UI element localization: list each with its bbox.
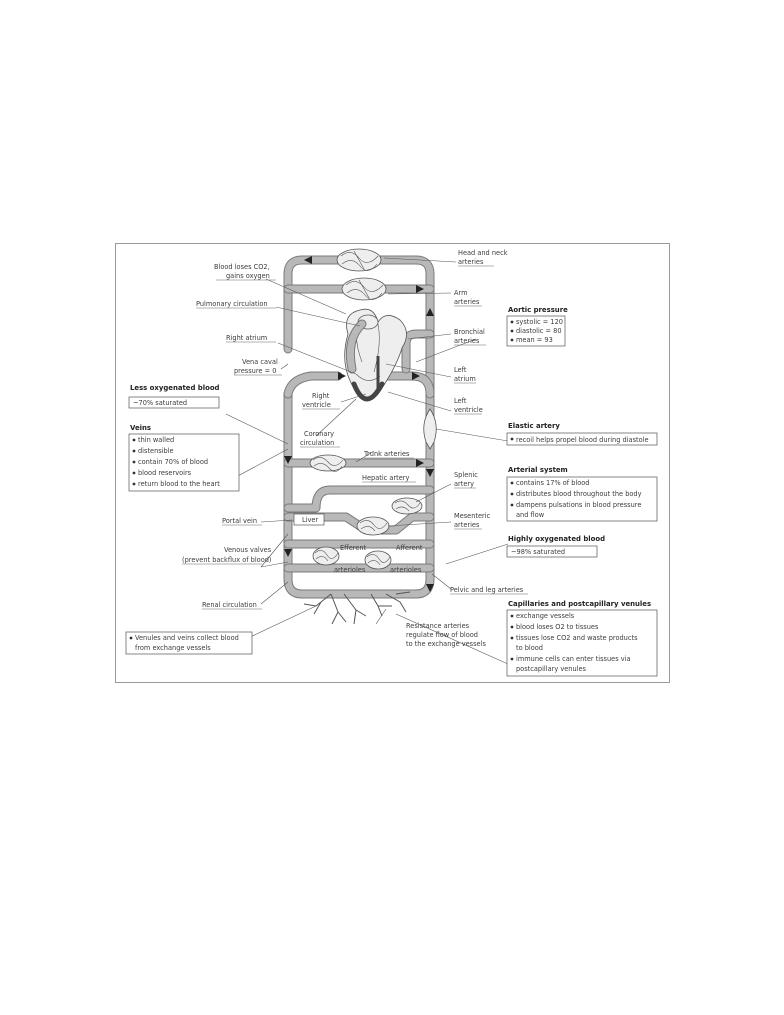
svg-text:distensible: distensible (138, 447, 174, 455)
portal-vein-label: Portal vein (222, 517, 258, 525)
vena-caval-label-2: pressure = 0 (234, 367, 277, 375)
svg-text:Elastic artery: Elastic artery (508, 422, 560, 430)
arterial-system-box (507, 466, 657, 521)
venous-valves-label: Venous valves (224, 546, 272, 554)
venous-valves-label-2: (prevent backflux of blood) (182, 556, 272, 564)
mesenteric-label: Mesenteric (454, 512, 491, 520)
liver-label: Liver (302, 516, 319, 524)
svg-text:return blood to the heart: return blood to the heart (138, 480, 220, 488)
left-atrium-label: Left (454, 366, 467, 374)
svg-text:blood reservoirs: blood reservoirs (138, 469, 192, 477)
left-ventricle-label: Left (454, 397, 467, 405)
resistance-label-3: to the exchange vessels (406, 640, 486, 648)
right-ventricle-label-2: ventricle (302, 401, 331, 409)
splenic-label-2: artery (454, 480, 475, 488)
svg-text:blood loses O2 to tissues: blood loses O2 to tissues (516, 623, 599, 631)
svg-text:~70% saturated: ~70% saturated (133, 399, 188, 407)
capillaries-box (507, 600, 657, 676)
svg-text:diastolic = 80: diastolic = 80 (516, 327, 562, 335)
blood-loses-label-2: gains oxygen (226, 272, 270, 280)
splenic-bed (392, 498, 422, 514)
right-ventricle-label: Right (312, 392, 330, 400)
svg-text:tissues lose CO2 and waste pro: tissues lose CO2 and waste products (516, 634, 638, 642)
svg-text:Highly oxygenated blood: Highly oxygenated blood (508, 535, 606, 543)
right-atrium-label: Right atrium (226, 334, 268, 342)
resistance-label: Resistance arteries (406, 622, 470, 630)
bronchial-label-2: arteries (454, 337, 480, 345)
pulmonary-label: Pulmonary circulation (196, 300, 268, 308)
svg-text:and flow: and flow (516, 511, 545, 519)
svg-text:~98% saturated: ~98% saturated (511, 548, 566, 556)
trunk-bed (310, 455, 346, 472)
svg-text:Venules and veins collect bloo: Venules and veins collect blood (135, 634, 239, 642)
vena-caval-label: Vena caval (242, 358, 278, 366)
renal-label: Renal circulation (202, 601, 257, 609)
veins-box (129, 424, 239, 491)
circulation-diagram (115, 243, 670, 683)
coronary-label: Coronary (304, 430, 335, 438)
head-neck-label: Head and neck (458, 249, 508, 257)
svg-text:mean = 93: mean = 93 (516, 336, 553, 344)
less-oxygenated-box (129, 384, 220, 408)
svg-text:from exchange vessels: from exchange vessels (135, 644, 211, 652)
renal-afferent-bed (365, 551, 391, 569)
svg-text:to blood: to blood (516, 644, 543, 652)
efferent-label: Efferent (340, 544, 367, 552)
hepatic-label: Hepatic artery (362, 474, 410, 482)
arterioles-left-label: arterioles (334, 566, 366, 574)
svg-text:dampens pulsations in blood pr: dampens pulsations in blood pressure (516, 501, 642, 509)
svg-text:postcapillary venules: postcapillary venules (516, 665, 586, 673)
svg-text:Aortic pressure: Aortic pressure (508, 306, 568, 314)
head-neck-label-2: arteries (458, 258, 484, 266)
arterioles-right-label: arterioles (390, 566, 422, 574)
arm-label: Arm (454, 289, 468, 297)
left-atrium-label-2: atrium (454, 375, 476, 383)
mesenteric-label-2: arteries (454, 521, 480, 529)
svg-text:Veins: Veins (130, 424, 151, 432)
svg-text:Capillaries and postcapillary: Capillaries and postcapillary venules (508, 600, 652, 608)
arm-label-2: arteries (454, 298, 480, 306)
renal-efferent-bed (313, 547, 339, 565)
svg-text:Less oxygenated blood: Less oxygenated blood (130, 384, 220, 392)
splenic-label: Splenic (454, 471, 478, 479)
svg-text:immune cells can enter tissues: immune cells can enter tissues via (516, 655, 631, 663)
svg-text:exchange vessels: exchange vessels (516, 612, 575, 620)
svg-text:contains 17% of blood: contains 17% of blood (516, 479, 590, 487)
afferent-label: Afferent (396, 544, 423, 552)
svg-text:recoil helps propel blood duri: recoil helps propel blood during diastole (516, 436, 649, 444)
svg-text:Arterial system: Arterial system (508, 466, 568, 474)
svg-text:distributes blood throughout t: distributes blood throughout the body (516, 490, 642, 498)
venules-box (126, 632, 252, 654)
svg-text:contain 70% of blood: contain 70% of blood (138, 458, 209, 466)
blood-loses-label: Blood loses CO2, (214, 263, 270, 271)
head-bed (337, 249, 381, 271)
trunk-label: Trunk arteries (364, 450, 410, 458)
left-ventricle-label-2: ventricle (454, 406, 483, 414)
heart (345, 309, 407, 399)
elastic-artery-box (507, 422, 657, 445)
highly-oxygenated-box (507, 535, 605, 557)
bronchial-label: Bronchial (454, 328, 485, 336)
mesenteric-bed (357, 517, 389, 535)
pelvic-label: Pelvic and leg arteries (450, 586, 524, 594)
aortic-pressure-box (507, 306, 568, 346)
svg-text:thin walled: thin walled (138, 436, 175, 444)
coronary-label-2: circulation (300, 439, 335, 447)
diagram-canvas (116, 244, 671, 684)
resistance-label-2: regulate flow of blood (406, 631, 478, 639)
svg-text:systolic = 120: systolic = 120 (516, 318, 563, 326)
arm-bed (342, 278, 386, 300)
